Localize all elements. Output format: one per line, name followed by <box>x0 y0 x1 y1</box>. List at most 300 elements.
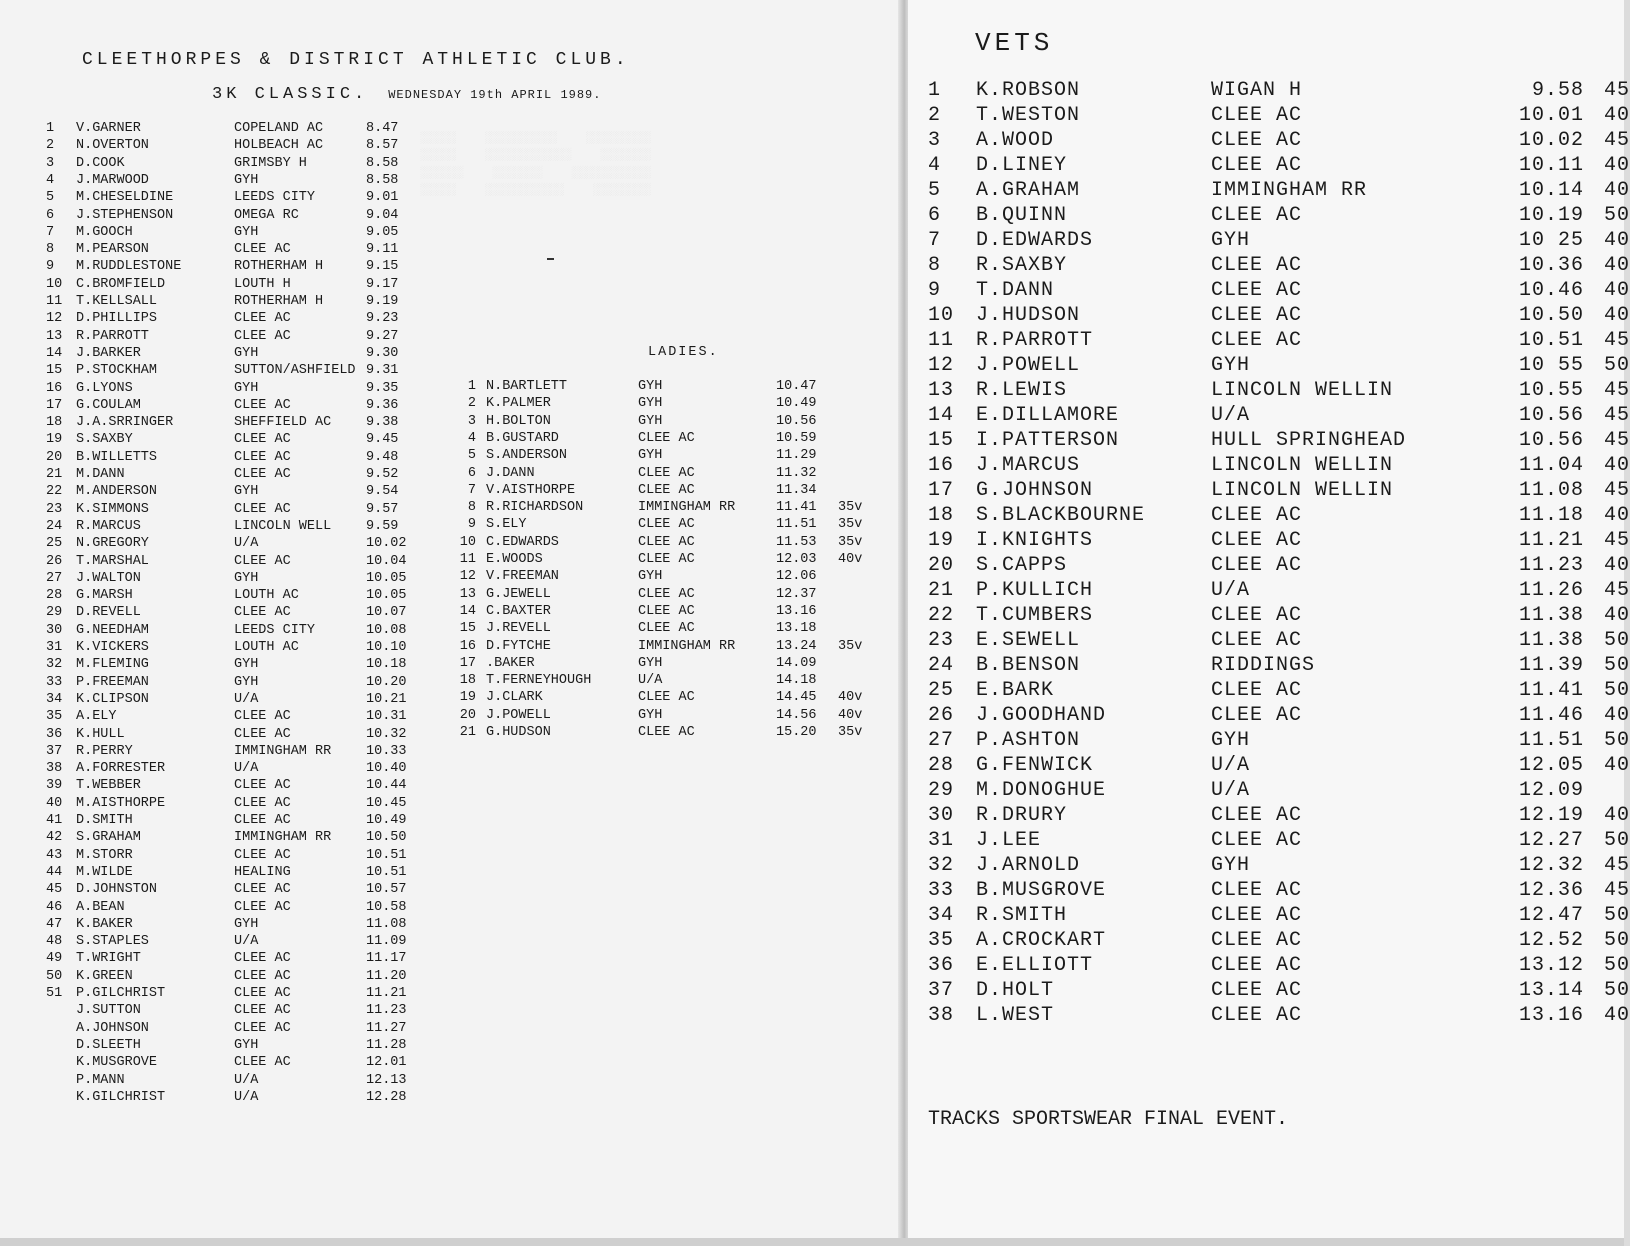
vet-club: CLEE AC <box>1211 904 1303 927</box>
lad-pos: 5 <box>467 448 476 464</box>
vet-time: 10.36 <box>1518 254 1584 277</box>
res-name: K.SIMMONS <box>76 501 149 517</box>
res-time: 10.57 <box>366 882 407 898</box>
res-club: LEEDS CITY <box>234 622 316 638</box>
right-page <box>908 0 1630 1246</box>
vet-name: T.CUMBERS <box>976 604 1094 627</box>
res-time: 9.52 <box>366 467 399 482</box>
vet-name: B.BENSON <box>976 654 1081 677</box>
res-name: K.BAKER <box>76 916 133 932</box>
res-pos: 16 <box>46 380 63 396</box>
vet-pos: 17 <box>928 479 955 502</box>
vet-pos: 18 <box>928 504 955 527</box>
vet-pos: 15 <box>928 429 955 452</box>
vet-pos: 33 <box>928 879 955 902</box>
vet-cat: 50 <box>1604 204 1630 227</box>
res-club: CLEE AC <box>234 397 291 413</box>
res-name: A.ELY <box>76 709 117 725</box>
res-name: P.FREEMAN <box>76 674 149 690</box>
vet-club: CLEE AC <box>1211 104 1303 127</box>
res-name: A.BEAN <box>76 899 125 915</box>
lad-time: 11.32 <box>776 465 817 481</box>
vet-time: 12.32 <box>1518 854 1584 877</box>
vet-name: G.FENWICK <box>976 754 1094 777</box>
lad-note: 35v <box>838 725 863 740</box>
vet-cat: 40 <box>1604 604 1630 627</box>
vet-time: 11.23 <box>1518 554 1584 577</box>
res-club: CLEE AC <box>234 813 291 828</box>
res-time: 10.45 <box>366 795 407 811</box>
vet-name: A.WOOD <box>976 129 1055 152</box>
lad-name: C.BAXTER <box>486 603 551 619</box>
stray-mark <box>547 258 554 260</box>
vet-time: 13.12 <box>1518 954 1584 977</box>
res-club: CLEE AC <box>234 328 291 344</box>
res-time: 10.31 <box>366 709 407 725</box>
res-pos: 45 <box>46 882 63 898</box>
res-name: D.PHILLIPS <box>76 311 158 327</box>
vet-club: CLEE AC <box>1211 504 1303 527</box>
res-club: CLEE AC <box>234 449 291 465</box>
res-pos: 28 <box>46 588 63 604</box>
lad-name: G.JEWELL <box>486 586 551 602</box>
res-time: 11.09 <box>366 934 407 950</box>
vet-time: 12.52 <box>1518 929 1584 952</box>
lad-club: GYH <box>638 655 663 671</box>
res-pos: 31 <box>46 640 63 655</box>
vet-pos: 28 <box>928 754 955 777</box>
res-club: LOUTH AC <box>234 640 299 655</box>
res-time: 11.20 <box>366 968 407 984</box>
res-club: CLEE AC <box>234 986 291 1001</box>
res-pos: 37 <box>46 743 63 759</box>
lad-club: CLEE AC <box>638 621 695 637</box>
res-time: 9.04 <box>366 207 399 223</box>
lad-name: R.RICHARDSON <box>486 500 584 516</box>
res-time: 12.13 <box>366 1072 407 1088</box>
res-name: P.MANN <box>76 1072 125 1088</box>
lad-time: 10.56 <box>776 413 817 429</box>
res-pos: 40 <box>46 795 63 811</box>
lad-note: 35v <box>838 534 863 550</box>
vet-pos: 8 <box>928 254 942 277</box>
vet-club: HULL SPRINGHEAD <box>1211 429 1407 452</box>
vet-pos: 13 <box>928 379 955 402</box>
vet-cat: 45 <box>1604 579 1630 602</box>
lad-time: 15.20 <box>776 725 817 740</box>
lad-note: 40v <box>838 707 863 723</box>
vet-club: U/A <box>1211 404 1251 427</box>
lad-club: IMMINGHAM RR <box>638 500 736 516</box>
res-name: S.STAPLES <box>76 934 149 950</box>
lad-time: 13.18 <box>776 621 817 637</box>
club-title: CLEETHORPES & DISTRICT ATHLETIC CLUB. <box>82 50 630 70</box>
lad-time: 12.06 <box>776 569 817 585</box>
lad-club: CLEE AC <box>638 534 695 550</box>
res-pos: 9 <box>46 259 55 275</box>
res-pos: 50 <box>46 968 63 984</box>
lad-pos: 11 <box>459 552 476 567</box>
lad-name: V.AISTHORPE <box>486 482 576 498</box>
res-time: 10.07 <box>366 605 407 621</box>
vet-pos: 22 <box>928 604 955 627</box>
res-pos: 38 <box>46 761 63 777</box>
vet-name: J.LEE <box>976 829 1042 852</box>
res-name: J.SUTTON <box>76 1003 141 1019</box>
lad-pos: 4 <box>467 430 476 446</box>
vet-club: CLEE AC <box>1211 279 1303 302</box>
lad-pos: 7 <box>467 482 476 498</box>
vet-pos: 5 <box>928 179 942 202</box>
vet-name: D.LINEY <box>976 154 1068 177</box>
res-name: G.LYONS <box>76 380 133 396</box>
res-time: 10.58 <box>366 899 407 915</box>
vet-club: CLEE AC <box>1211 679 1303 702</box>
res-club: CLEE AC <box>234 605 291 621</box>
lad-pos: 1 <box>467 379 476 394</box>
res-club: CLEE AC <box>234 847 291 863</box>
res-name: G.NEEDHAM <box>76 622 149 638</box>
lad-time: 14.56 <box>776 707 817 723</box>
res-time: 10.20 <box>366 674 407 690</box>
res-name: K.CLIPSON <box>76 691 149 707</box>
res-pos: 25 <box>46 536 63 552</box>
res-club: CLEE AC <box>234 726 291 742</box>
res-time: 10.51 <box>366 864 407 880</box>
lad-note: 40v <box>838 552 863 567</box>
res-name: J.STEPHENSON <box>76 207 174 223</box>
vet-time: 11.38 <box>1518 604 1584 627</box>
vet-pos: 19 <box>928 529 955 552</box>
res-pos: 11 <box>46 294 63 309</box>
res-pos: 21 <box>46 467 63 482</box>
res-club: COPELAND AC <box>234 121 324 136</box>
lad-name: D.FYTCHE <box>486 638 551 654</box>
vet-cat: 40 <box>1604 504 1630 527</box>
vet-cat: 45 <box>1604 379 1630 402</box>
res-name: K.MUSGROVE <box>76 1055 158 1071</box>
lad-time: 10.59 <box>776 430 817 446</box>
res-pos: 33 <box>46 674 63 690</box>
res-club: CLEE AC <box>234 968 291 984</box>
lad-note: 35v <box>838 500 863 516</box>
res-name: M.DANN <box>76 467 125 482</box>
res-time: 10.33 <box>366 743 407 759</box>
ladies-heading: LADIES. <box>648 345 719 360</box>
res-club: CLEE AC <box>234 467 291 482</box>
vet-cat: 45 <box>1604 429 1630 452</box>
res-name: K.GREEN <box>76 968 133 984</box>
lad-club: CLEE AC <box>638 465 695 481</box>
vet-pos: 6 <box>928 204 942 227</box>
vet-name: R.LEWIS <box>976 379 1068 402</box>
lad-pos: 3 <box>467 413 476 429</box>
res-pos: 12 <box>46 311 63 327</box>
vet-club: CLEE AC <box>1211 154 1303 177</box>
res-time: 9.38 <box>366 415 399 431</box>
res-pos: 22 <box>46 484 63 500</box>
vet-club: CLEE AC <box>1211 304 1303 327</box>
res-name: T.WEBBER <box>76 778 141 794</box>
vet-pos: 1 <box>928 79 942 102</box>
res-pos: 6 <box>46 207 55 223</box>
res-club: CLEE AC <box>234 778 291 794</box>
res-time: 9.27 <box>366 328 399 344</box>
vet-name: J.HUDSON <box>976 304 1081 327</box>
res-name: M.FLEMING <box>76 657 149 673</box>
vet-name: B.QUINN <box>976 204 1068 227</box>
res-time: 10.02 <box>366 536 407 552</box>
res-name: P.GILCHRIST <box>76 986 166 1001</box>
vet-pos: 21 <box>928 579 955 602</box>
res-name: T.MARSHAL <box>76 553 149 569</box>
res-name: N.OVERTON <box>76 138 149 154</box>
vet-name: L.WEST <box>976 1004 1055 1027</box>
vet-time: 11.51 <box>1518 729 1584 752</box>
lad-pos: 14 <box>459 603 476 619</box>
res-time: 8.58 <box>366 172 399 188</box>
vet-time: 11.08 <box>1518 479 1584 502</box>
lad-club: CLEE AC <box>638 725 695 740</box>
vet-time: 10 25 <box>1518 229 1584 252</box>
lad-club: GYH <box>638 413 663 429</box>
lad-pos: 9 <box>467 517 476 533</box>
res-time: 10.49 <box>366 813 407 828</box>
lad-club: U/A <box>638 673 663 689</box>
vet-cat: 45 <box>1604 854 1630 877</box>
lad-name: J.DANN <box>486 465 535 481</box>
lad-note: 35v <box>838 517 863 533</box>
res-pos: 10 <box>46 276 63 292</box>
res-time: 11.27 <box>366 1020 407 1036</box>
vet-cat: 50 <box>1604 679 1630 702</box>
res-club: SUTTON/ASHFIELD <box>234 363 356 379</box>
lad-club: GYH <box>638 569 663 585</box>
vet-club: WIGAN H <box>1211 79 1303 102</box>
res-time: 9.54 <box>366 484 399 500</box>
lad-club: CLEE AC <box>638 482 695 498</box>
res-time: 12.28 <box>366 1089 407 1105</box>
vet-cat: 45 <box>1604 879 1630 902</box>
vet-time: 10.46 <box>1518 279 1584 302</box>
vet-club: CLEE AC <box>1211 829 1303 852</box>
vet-cat: 45 <box>1604 129 1630 152</box>
vet-cat: 40 <box>1604 454 1630 477</box>
vet-time: 11.04 <box>1518 454 1584 477</box>
res-name: K.HULL <box>76 726 125 742</box>
vets-heading: VETS <box>975 28 1054 58</box>
lad-pos: 15 <box>459 621 476 637</box>
res-time: 9.17 <box>366 276 399 292</box>
res-pos: 8 <box>46 242 55 258</box>
vet-club: CLEE AC <box>1211 129 1303 152</box>
vet-club: CLEE AC <box>1211 804 1303 827</box>
vet-club: CLEE AC <box>1211 604 1303 627</box>
res-pos: 47 <box>46 916 63 932</box>
res-pos: 13 <box>46 328 63 344</box>
vet-club: CLEE AC <box>1211 954 1303 977</box>
lad-pos: 8 <box>467 500 476 516</box>
lad-time: 11.41 <box>776 500 817 516</box>
res-club: IMMINGHAM RR <box>234 830 332 846</box>
res-pos: 24 <box>46 518 63 534</box>
res-pos: 4 <box>46 172 55 188</box>
vet-pos: 12 <box>928 354 955 377</box>
res-pos: 42 <box>46 830 63 846</box>
vet-cat: 45 <box>1604 529 1630 552</box>
res-name: T.WRIGHT <box>76 951 141 967</box>
vet-name: I.KNIGHTS <box>976 529 1094 552</box>
vet-name: J.MARCUS <box>976 454 1081 477</box>
lad-note: 40v <box>838 690 863 706</box>
vet-name: R.DRURY <box>976 804 1068 827</box>
res-club: U/A <box>234 934 259 950</box>
lad-club: CLEE AC <box>638 690 695 706</box>
vet-cat: 45 <box>1604 79 1630 102</box>
res-pos: 17 <box>46 397 63 413</box>
res-club: IMMINGHAM RR <box>234 743 332 759</box>
res-time: 10.32 <box>366 726 407 742</box>
vet-cat: 40 <box>1604 229 1630 252</box>
vet-time: 11.21 <box>1518 529 1584 552</box>
res-time: 9.36 <box>366 397 399 413</box>
res-club: GYH <box>234 484 259 500</box>
page-bottom-edge <box>0 1238 1624 1246</box>
vet-name: E.DILLAMORE <box>976 404 1120 427</box>
res-pos: 20 <box>46 449 63 465</box>
res-time: 9.31 <box>366 363 399 379</box>
res-club: ROTHERHAM H <box>234 294 324 309</box>
res-name: N.GREGORY <box>76 536 149 552</box>
res-club: U/A <box>234 536 259 552</box>
res-club: U/A <box>234 1089 259 1105</box>
res-time: 11.08 <box>366 916 407 932</box>
res-name: D.JOHNSTON <box>76 882 158 898</box>
res-name: V.GARNER <box>76 121 141 136</box>
res-club: GYH <box>234 674 259 690</box>
res-pos: 32 <box>46 657 63 673</box>
vet-club: CLEE AC <box>1211 1004 1303 1027</box>
res-club: GRIMSBY H <box>234 155 307 171</box>
res-pos: 34 <box>46 691 63 707</box>
lad-name: T.FERNEYHOUGH <box>486 673 592 689</box>
vet-name: K.ROBSON <box>976 79 1081 102</box>
vet-name: R.PARROTT <box>976 329 1094 352</box>
res-name: M.ANDERSON <box>76 484 158 500</box>
res-time: 10.50 <box>366 830 407 846</box>
vet-cat: 40 <box>1604 754 1630 777</box>
vet-club: LINCOLN WELLIN <box>1211 379 1394 402</box>
res-pos: 51 <box>46 986 63 1001</box>
lad-pos: 19 <box>459 690 476 706</box>
res-time: 10.05 <box>366 570 407 586</box>
res-name: J.WALTON <box>76 570 141 586</box>
vet-pos: 11 <box>928 329 955 352</box>
vet-pos: 16 <box>928 454 955 477</box>
vet-name: A.CROCKART <box>976 929 1107 952</box>
vet-cat: 50 <box>1604 829 1630 852</box>
res-time: 9.11 <box>366 242 399 258</box>
res-name: P.STOCKHAM <box>76 363 158 379</box>
vet-club: GYH <box>1211 854 1251 877</box>
res-time: 11.28 <box>366 1037 407 1053</box>
res-name: A.FORRESTER <box>76 761 166 777</box>
res-club: GYH <box>234 345 259 361</box>
vet-time: 10.55 <box>1518 379 1584 402</box>
lad-club: CLEE AC <box>638 552 695 567</box>
res-time: 10.44 <box>366 778 407 794</box>
vet-time: 12.27 <box>1518 829 1584 852</box>
res-club: OMEGA RC <box>234 207 299 223</box>
res-pos: 27 <box>46 570 63 586</box>
vet-time: 11.41 <box>1518 679 1584 702</box>
lad-name: .BAKER <box>486 655 535 671</box>
vet-cat: 50 <box>1604 354 1630 377</box>
lad-name: J.POWELL <box>486 707 551 723</box>
lad-pos: 12 <box>459 569 476 585</box>
res-club: LOUTH AC <box>234 588 299 604</box>
res-pos: 36 <box>46 726 63 742</box>
lad-time: 11.51 <box>776 517 817 533</box>
vet-club: CLEE AC <box>1211 929 1303 952</box>
lad-name: C.EDWARDS <box>486 534 559 550</box>
res-name: R.MARCUS <box>76 518 141 534</box>
lad-club: CLEE AC <box>638 517 695 533</box>
vet-cat: 40 <box>1604 254 1630 277</box>
vet-time: 12.36 <box>1518 879 1584 902</box>
res-name: D.COOK <box>76 155 125 171</box>
vet-name: T.DANN <box>976 279 1055 302</box>
vet-time: 10.11 <box>1518 154 1584 177</box>
res-club: LOUTH H <box>234 276 291 292</box>
vet-time: 12.19 <box>1518 804 1584 827</box>
res-name: S.SAXBY <box>76 432 133 448</box>
vet-time: 12.09 <box>1518 779 1584 802</box>
vet-time: 11.46 <box>1518 704 1584 727</box>
res-name: M.AISTHORPE <box>76 795 166 811</box>
lad-pos: 21 <box>459 725 476 740</box>
vet-cat: 50 <box>1604 654 1630 677</box>
res-time: 8.47 <box>366 121 399 136</box>
res-pos: 2 <box>46 138 55 154</box>
vet-time: 11.18 <box>1518 504 1584 527</box>
res-club: CLEE AC <box>234 951 291 967</box>
vet-time: 10.56 <box>1518 404 1584 427</box>
res-name: M.RUDDLESTONE <box>76 259 182 275</box>
res-name: B.WILLETTS <box>76 449 158 465</box>
vet-pos: 3 <box>928 129 942 152</box>
lad-name: H.BOLTON <box>486 413 551 429</box>
res-pos: 48 <box>46 934 63 950</box>
res-club: CLEE AC <box>234 899 291 915</box>
res-pos: 15 <box>46 363 63 379</box>
res-time: 8.57 <box>366 138 399 154</box>
res-time: 9.57 <box>366 501 399 517</box>
vet-time: 12.05 <box>1518 754 1584 777</box>
res-time: 10.40 <box>366 761 407 777</box>
res-name: M.PEARSON <box>76 242 149 258</box>
res-name: C.BROMFIELD <box>76 276 166 292</box>
vet-time: 13.14 <box>1518 979 1584 1002</box>
vet-time: 10.50 <box>1518 304 1584 327</box>
vet-name: J.ARNOLD <box>976 854 1081 877</box>
res-name: D.SLEETH <box>76 1037 141 1053</box>
vet-name: P.ASHTON <box>976 729 1081 752</box>
res-time: 9.48 <box>366 449 399 465</box>
res-time: 10.18 <box>366 657 407 673</box>
lad-name: J.CLARK <box>486 690 543 706</box>
vet-time: 12.47 <box>1518 904 1584 927</box>
